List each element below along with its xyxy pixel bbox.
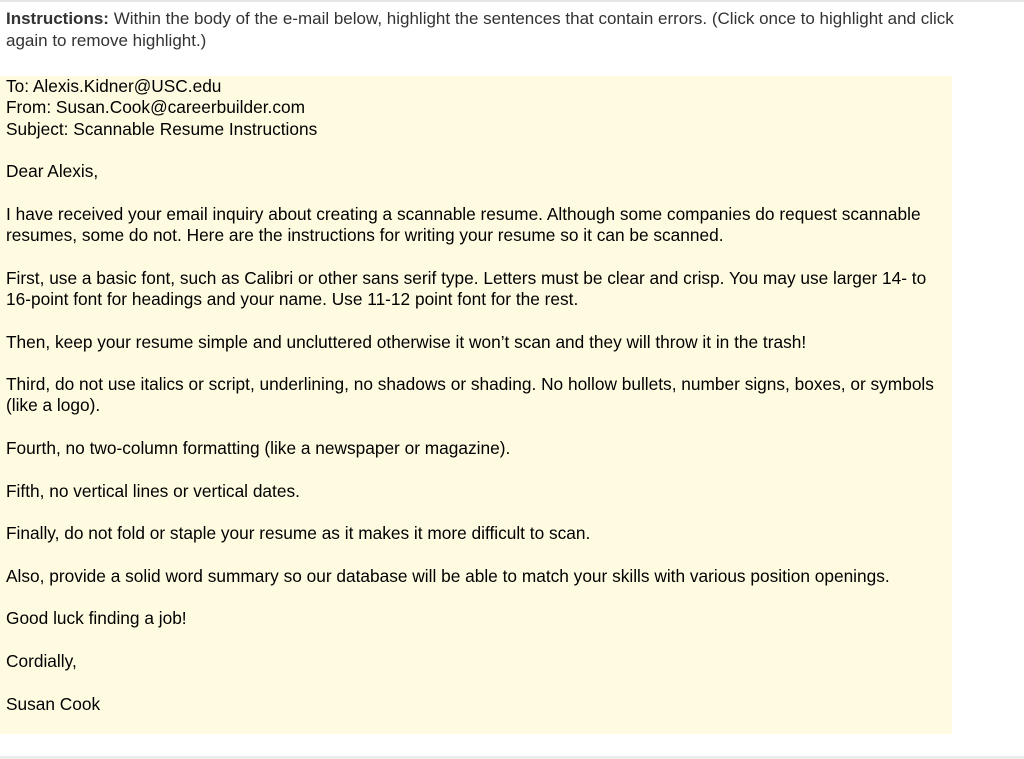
email-body: [0, 76, 952, 734]
sentence[interactable]: Third, do not use italics or script, underlining, no shadows or shading.: [6, 374, 537, 395]
sentence[interactable]: Use 11-12 point font for the rest.: [331, 288, 579, 309]
paragraph-7: [6, 523, 950, 544]
paragraph-5: [6, 438, 950, 459]
sentence[interactable]: I have received your email inquiry about creating a scannable resume.: [6, 203, 543, 224]
sentence[interactable]: Also, provide a solid word summary so our database will be able to match your skills with various position openings.: [6, 565, 890, 586]
sentence[interactable]: Although some companies do request scannable resumes, some do not.: [6, 203, 921, 246]
email-closing: Cordially,: [6, 651, 77, 672]
sentence[interactable]: Fifth, no vertical lines or vertical dates.: [6, 480, 300, 501]
email-greeting: Dear Alexis,: [6, 161, 99, 182]
top-divider: [0, 0, 1024, 2]
paragraph-9: [6, 608, 950, 629]
paragraph-6: [6, 481, 950, 502]
sentence[interactable]: Finally, do not fold or staple your resume as it makes it more difficult to scan.: [6, 523, 591, 544]
sentence[interactable]: Good luck finding a job!: [6, 608, 187, 629]
paragraph-8: [6, 566, 950, 587]
paragraph-3: [6, 332, 950, 353]
instructions-text: Within the body of the e-mail below, highlight the sentences that contain errors. (Click once to highlight and click again to remove highlight.): [6, 9, 954, 50]
email-to: To: Alexis.Kidner@USC.edu: [6, 76, 222, 96]
instructions-label: Instructions:: [6, 9, 109, 28]
sentence[interactable]: First, use a basic font, such as Calibri or other sans serif type.: [6, 267, 479, 288]
sentence[interactable]: Letters must be clear and crisp.: [483, 267, 725, 288]
paragraph-1: [6, 204, 950, 247]
email-from: From: Susan.Cook@careerbuilder.com: [6, 97, 305, 118]
email-signature: Susan Cook: [6, 693, 101, 714]
instructions: [6, 8, 996, 52]
sentence[interactable]: No hollow bullets, number signs, boxes, or symbols (like a logo).: [6, 374, 934, 416]
sentence[interactable]: Fourth, no two-column formatting (like a newspaper or magazine).: [6, 438, 511, 459]
email-subject: Subject: Scannable Resume Instructions: [6, 118, 318, 139]
paragraph-2: [6, 268, 950, 311]
paragraph-4: [6, 374, 950, 417]
sentence[interactable]: Here are the instructions for writing your resume so it can be scanned.: [186, 225, 724, 246]
email-content: [6, 76, 950, 715]
sentence[interactable]: Then, keep your resume simple and uncluttered otherwise it won’t scan and they will throw it in the trash!: [6, 331, 807, 352]
sentence[interactable]: You may use larger 14- to 16-point font for headings and your name.: [6, 267, 927, 309]
